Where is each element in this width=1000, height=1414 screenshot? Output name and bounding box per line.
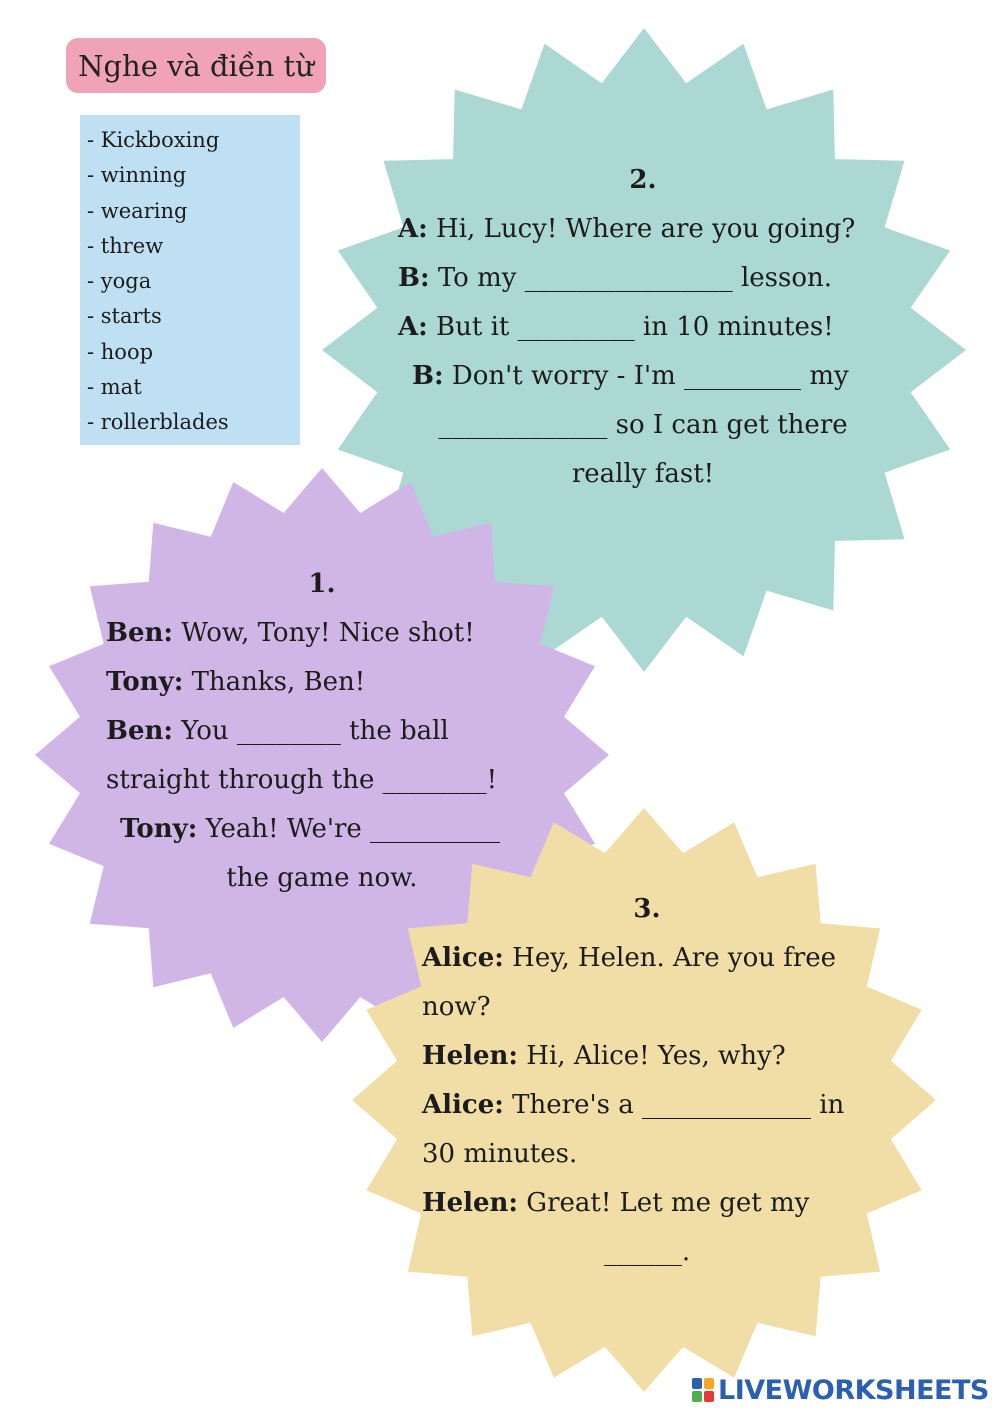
word-bank-item: - hoop: [87, 339, 154, 364]
speaker-label: Ben:: [106, 618, 174, 648]
word-bank-item: - winning: [87, 163, 187, 188]
dialogue-line: There's a _____________ in: [503, 1090, 845, 1120]
dialogue-1: [106, 560, 538, 903]
speaker-label: B:: [398, 263, 430, 293]
speaker-label: Helen:: [422, 1041, 519, 1071]
word-bank-item: - yoga: [87, 269, 152, 294]
dialogue-line: But it _________ in 10 minutes!: [427, 312, 834, 342]
speaker-label: Tony:: [106, 667, 184, 697]
dialogue-line: 30 minutes.: [422, 1139, 578, 1169]
speaker-label: A:: [398, 214, 428, 244]
dialogue-line: really fast!: [571, 459, 715, 489]
liveworksheets-logo[interactable]: [692, 1372, 989, 1408]
speaker-label: Alice:: [422, 1090, 504, 1120]
speaker-label: B:: [412, 361, 444, 391]
speaker-label: Tony:: [120, 814, 198, 844]
speaker-label: Helen:: [422, 1188, 519, 1218]
dialogue-line: Great! Let me get my: [518, 1188, 810, 1218]
logo-text: LIVEWORKSHEETS: [718, 1374, 989, 1406]
dialogue-2: [398, 156, 888, 499]
dialogue-line: _____________ so I can get there: [438, 410, 848, 440]
dialogue-line: Hi, Alice! Yes, why?: [518, 1041, 786, 1071]
dialogue-line: You ________ the ball: [173, 716, 449, 746]
dialogue-line: now?: [422, 992, 491, 1022]
speaker-label: Alice:: [422, 943, 504, 973]
word-bank-item: - Kickboxing: [87, 128, 220, 152]
worksheet-title: Nghe và điền từ: [66, 38, 326, 93]
dialogue-3: [422, 885, 872, 1277]
dialogue-line: Wow, Tony! Nice shot!: [173, 618, 475, 648]
word-bank-item: - starts: [87, 304, 162, 329]
dialogue-line: Don't worry - I'm _________ my: [443, 361, 849, 391]
liveworksheets-logo-icon: [692, 1378, 714, 1402]
word-bank-item: - threw: [87, 233, 164, 258]
dialogue-line: Hey, Helen. Are you free: [503, 943, 837, 973]
dialogue-line: ______.: [603, 1237, 691, 1267]
dialogue-number: 2.: [629, 165, 657, 195]
dialogue-line: the game now.: [226, 863, 418, 893]
word-bank-item: - mat: [87, 375, 142, 400]
word-bank-item: - rollerblades: [87, 410, 229, 435]
word-bank-item: - wearing: [87, 198, 188, 223]
dialogue-line: To my ________________ lesson.: [429, 263, 833, 293]
dialogue-line: straight through the ________!: [106, 765, 498, 795]
dialogue-number: 3.: [633, 894, 661, 924]
dialogue-line: Hi, Lucy! Where are you going?: [427, 214, 856, 244]
dialogue-line: Thanks, Ben!: [183, 667, 366, 697]
dialogue-number: 1.: [308, 569, 336, 599]
dialogue-line: Yeah! We're __________: [197, 814, 501, 844]
speaker-label: A:: [398, 312, 428, 342]
speaker-label: Ben:: [106, 716, 174, 746]
